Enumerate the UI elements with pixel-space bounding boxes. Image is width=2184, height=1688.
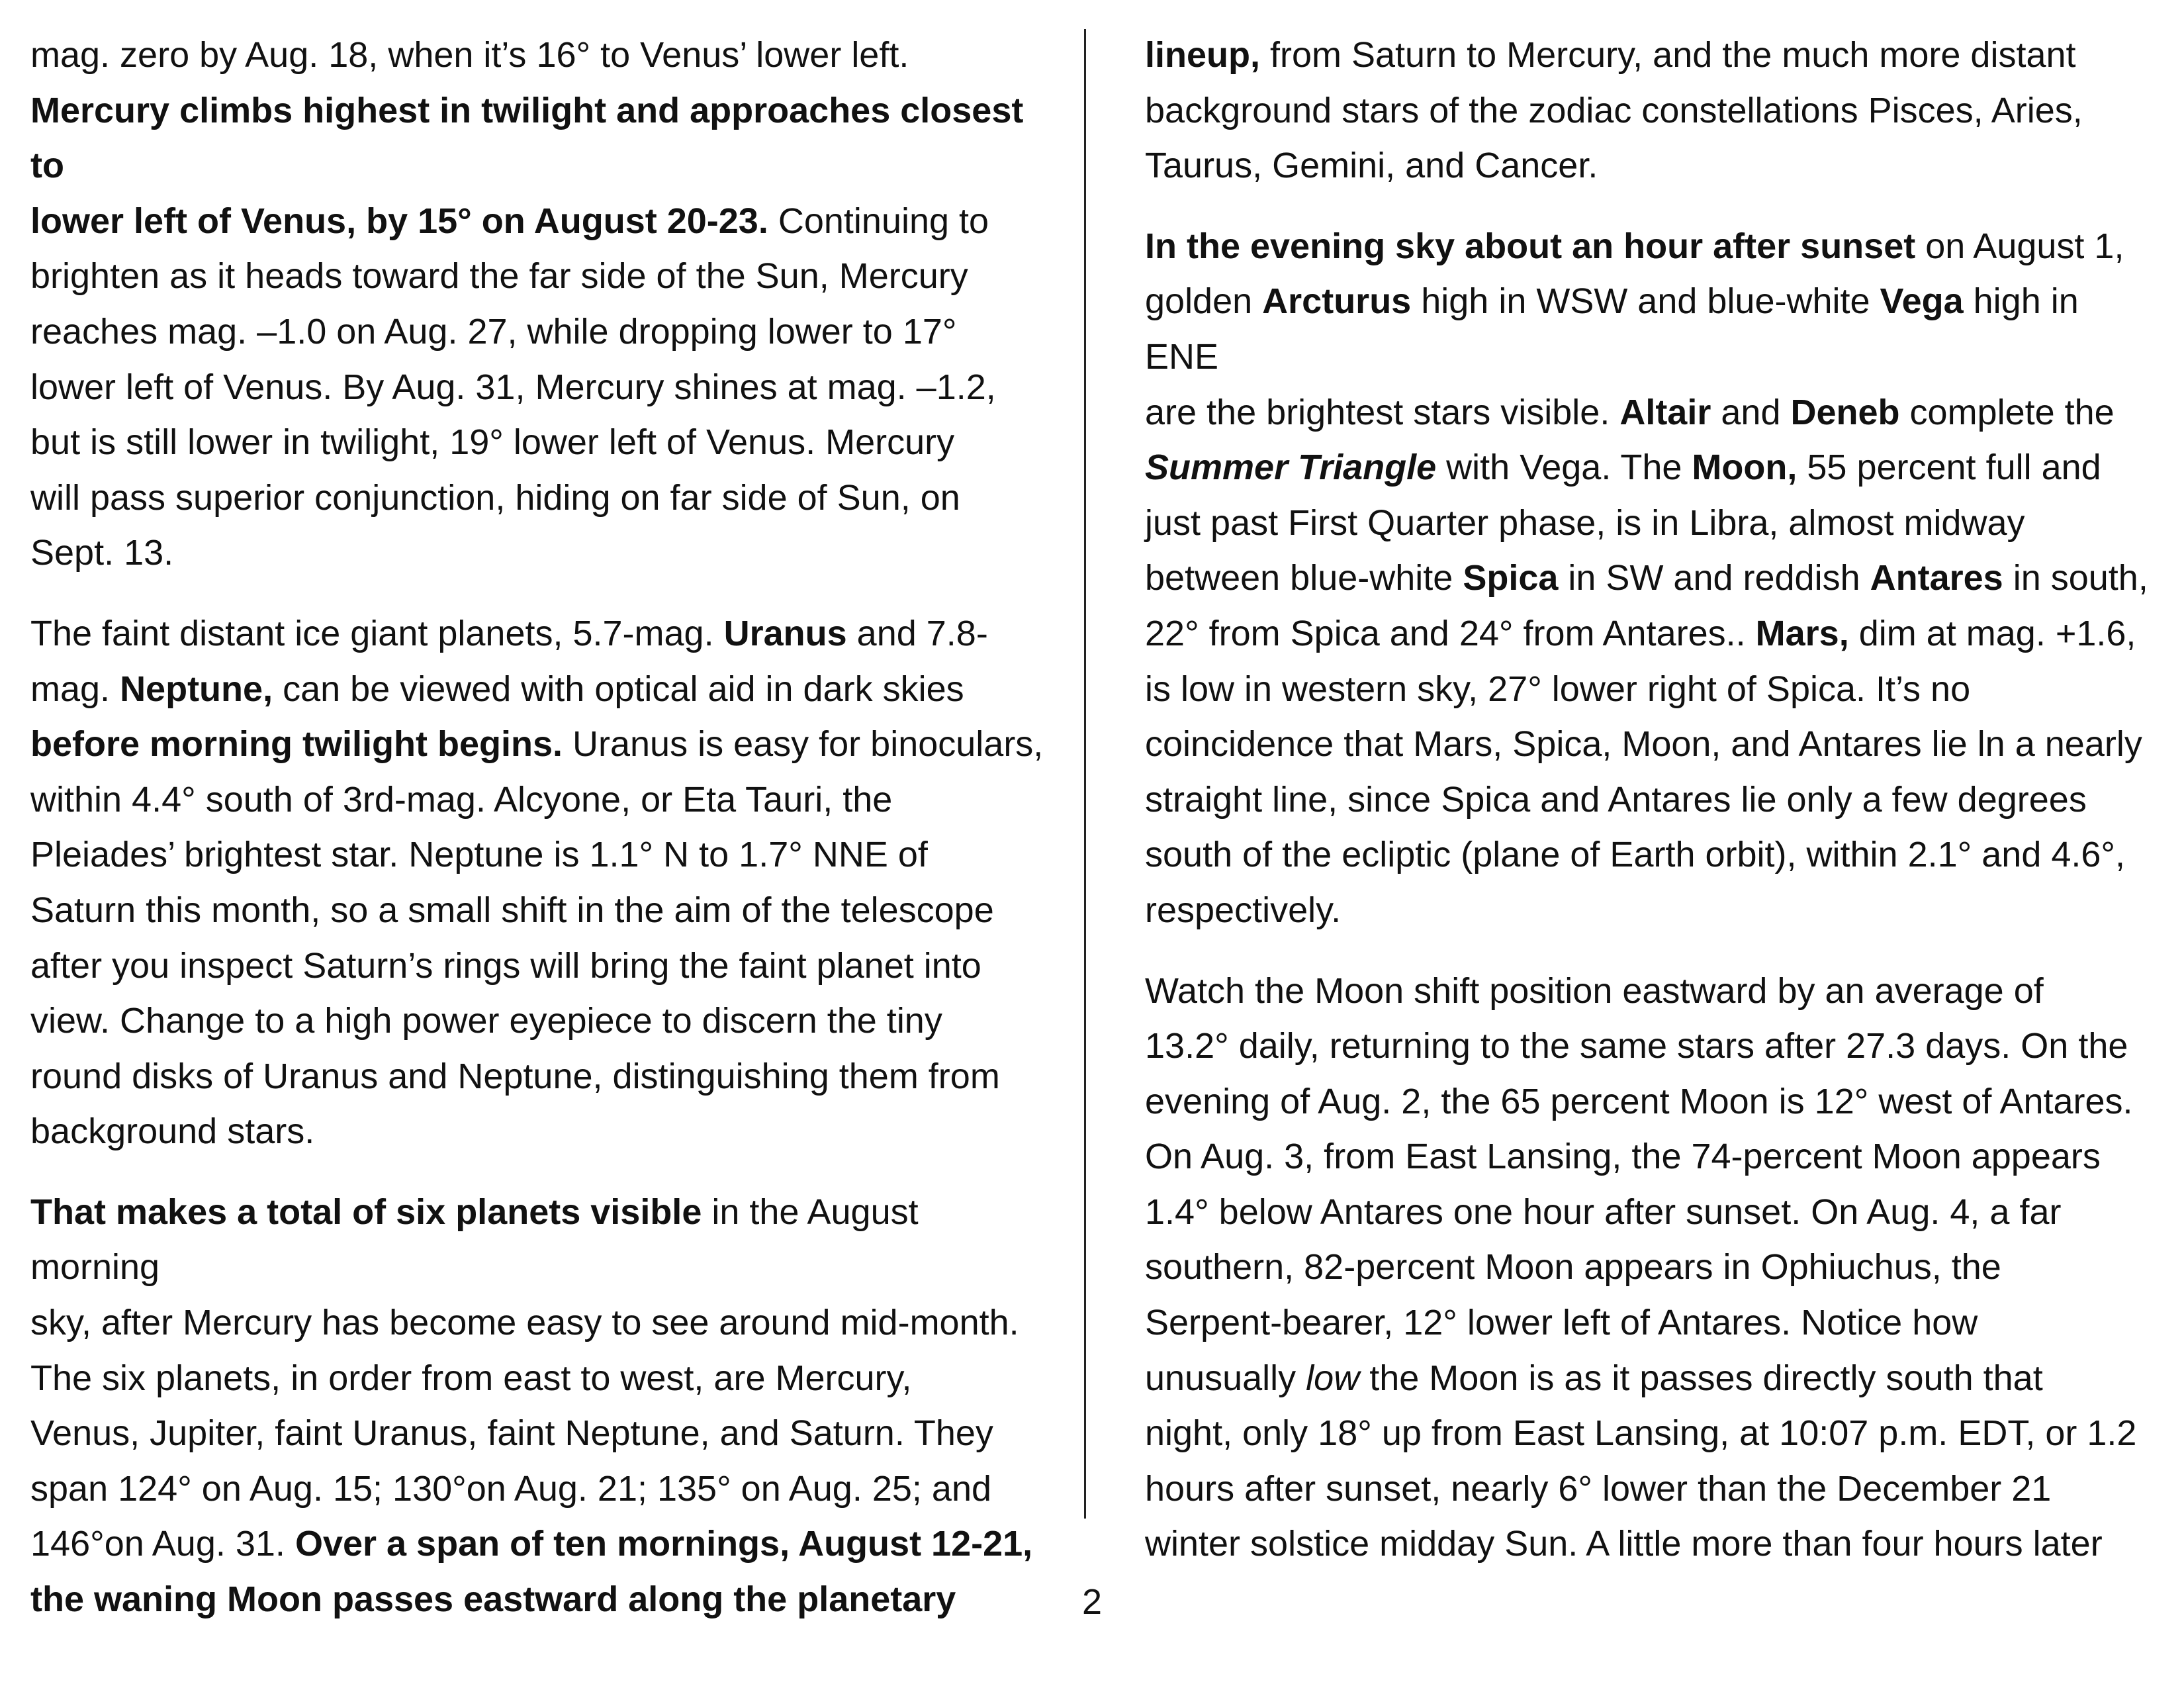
- emphasized-text: Antares: [1870, 558, 2003, 598]
- body-text: Continuing to brighten as it heads toward the far side of the Sun, Mercury reaches mag. –1.0 on Aug. 27, while dropping lower to 17° lower left of Venus. By Aug. 31, Mercury shines at mag. –1.2, but is still lower in twilight, 19° lower left of Venus. Mercury will pass superior conjunction, hiding on far side of Sun, on Sept. 13.: [30, 201, 996, 573]
- emphasized-text: Mars,: [1755, 613, 1849, 653]
- body-text: in south, 22° from Spica and 24° from Antares..: [1145, 558, 2148, 653]
- emphasized-text: Vega: [1880, 281, 1964, 322]
- body-text: can be viewed with optical aid in dark skies: [283, 669, 964, 709]
- body-text: high in WSW and blue-white: [1411, 281, 1880, 322]
- page-number: 2: [1081, 1582, 1103, 1622]
- emphasized-text: low: [1306, 1358, 1360, 1398]
- body-paragraph: [1145, 28, 2158, 194]
- emphasized-text: Over a span of ten mornings, August 12-21, the waning Moon passes eastward along the planetary: [30, 1524, 1033, 1620]
- body-text: The faint distant ice giant planets, 5.7-mag.: [30, 613, 724, 653]
- emphasized-text: Arcturus: [1262, 281, 1412, 322]
- emphasized-text: Summer Triangle: [1145, 447, 1437, 488]
- body-text: 55 percent full and just past First Quarter phase, is in Libra, almost midway between blue-white: [1145, 447, 2101, 598]
- body-text: the Moon is as it passes directly south that night, only 18° up from East Lansing, at 10:07 p.m. EDT, or 1.2 hours after sunset, nearly 6° lower than the December 21 winter solstice midday Sun. A little more than four hours later: [1145, 1358, 2137, 1564]
- body-text: and 7.8- mag.: [30, 613, 988, 709]
- body-text: with Vega. The: [1436, 447, 1692, 488]
- body-text: and: [1711, 392, 1791, 432]
- body-text: from Saturn to Mercury, and the much more distant background stars of the zodiac constellations Pisces, Aries, Taurus, Gemini, and Cancer.: [1145, 35, 2083, 186]
- body-paragraph: [30, 606, 1050, 1160]
- emphasized-text: Deneb: [1790, 392, 1900, 432]
- body-text: in SW and reddish: [1558, 558, 1870, 598]
- emphasized-text: Altair: [1619, 392, 1711, 432]
- body-text: high in ENE are the brightest stars visible.: [1145, 281, 2079, 432]
- body-text: Watch the Moon shift position eastward by an average of 13.2° daily, returning to the same stars after 27.3 days. On the evening of Aug. 2, the 65 percent Moon is 12° west of Antares. On Aug. 3, from East Lansing, the 74-percent Moon appears 1.4° below Antares one hour after sunset. On Aug. 4, a far southern, 82-percent Moon appears in Ophiuchus, the Serpent-bearer, 12° lower left of Antares. Notice how unusually: [1145, 970, 2133, 1398]
- emphasized-text: Uranus: [723, 613, 847, 653]
- body-text: mag. zero by Aug. 18, when it’s 16° to Venus’ lower left.: [30, 35, 909, 75]
- body-paragraph: [1145, 964, 2158, 1573]
- emphasized-text: before morning twilight begins.: [30, 724, 563, 765]
- emphasized-text: Moon,: [1692, 447, 1797, 488]
- emphasized-text: Spica: [1463, 558, 1559, 598]
- column-divider: [1084, 29, 1086, 1519]
- emphasized-text: Mercury climbs highest in twilight and approaches closest to lower left of Venus, by 15° on August 20-23.: [30, 90, 1024, 241]
- body-paragraph: [1145, 219, 2158, 939]
- body-text: in the August morning sky, after Mercury has become easy to see around mid-month. The six planets, in order from east to west, are Mercury, Venus, Jupiter, faint Uranus, faint Neptune, and Saturn. They span 124° on Aug. 15; 130°on Aug. 21; 135° on Aug. 25; and 146°on Aug. 31.: [30, 1192, 1019, 1564]
- body-text: on August 1, golden: [1145, 226, 2124, 322]
- body-paragraph: [30, 28, 1050, 581]
- body-text: dim at mag. +1.6, is low in western sky, 27° lower right of Spica. It’s no coincidence that Mars, Spica, Moon, and Antares lie ln a nearly straight line, since Spica and Antares lie only a few degrees south of the ecliptic (plane of Earth orbit), within 2.1° and 4.6°, respectively.: [1145, 613, 2142, 930]
- body-paragraph: [30, 1185, 1050, 1628]
- body-text: complete the: [1909, 392, 2115, 432]
- right-column: [1145, 28, 2158, 1572]
- emphasized-text: Neptune,: [120, 669, 273, 709]
- emphasized-text: That makes a total of six planets visible: [30, 1192, 702, 1232]
- left-column: [30, 28, 1050, 1628]
- emphasized-text: lineup,: [1145, 35, 1260, 75]
- emphasized-text: In the evening sky about an hour after sunset: [1145, 226, 1916, 266]
- body-text: Uranus is easy for binoculars, within 4.4° south of 3rd-mag. Alcyone, or Eta Tauri, the Pleiades’ brightest star. Neptune is 1.1° N to 1.7° NNE of Saturn this month, so a small shift in the aim of the telescope after you inspect Saturn’s rings will bring the faint planet into view. Change to a high power eyepiece to discern the tiny round disks of Uranus and Neptune, distinguishing them from background stars.: [30, 724, 1044, 1152]
